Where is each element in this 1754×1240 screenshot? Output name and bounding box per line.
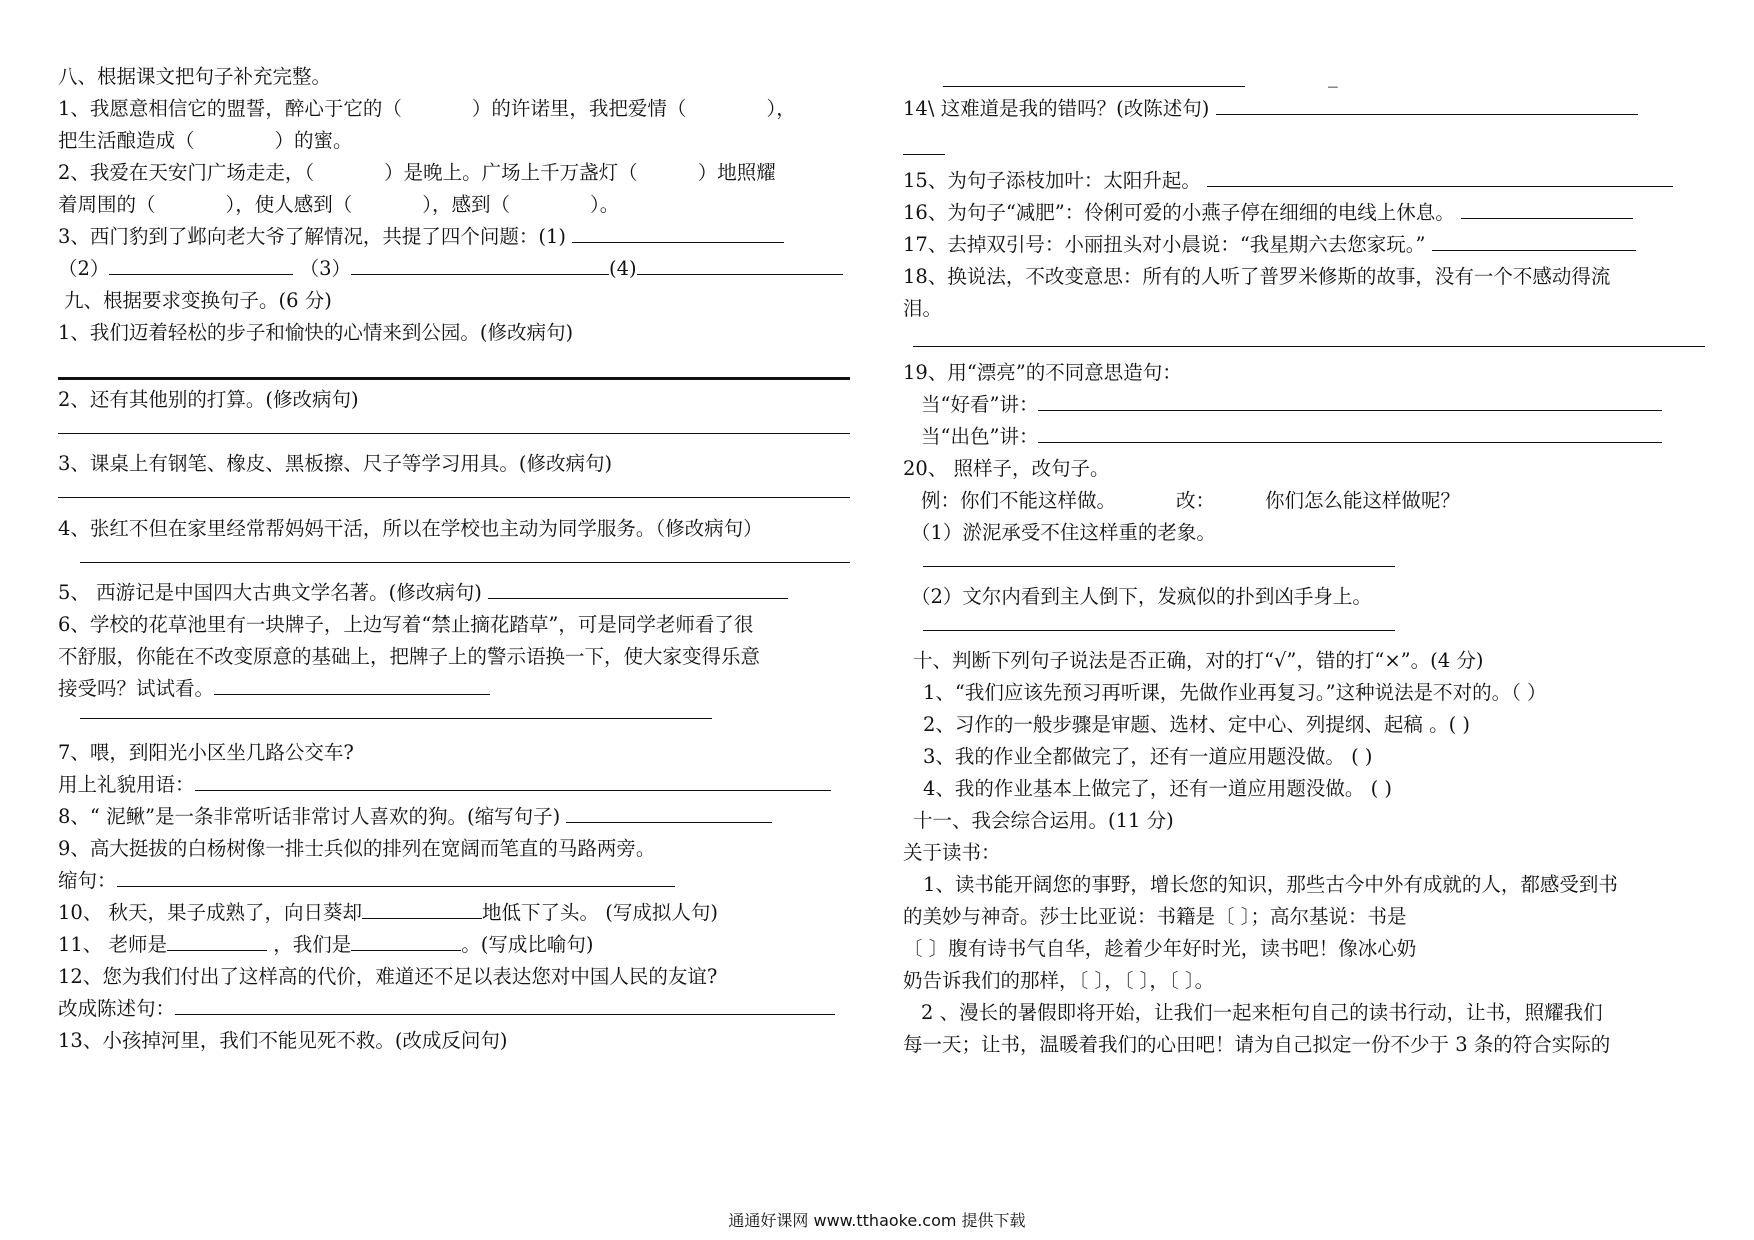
q8-1-line1: 1、我愿意相信它的盟誓，醉心于它的（ ）的许诺里，我把爱情（ ）， (58, 97, 796, 120)
q9-7-answer: 用上礼貌用语： (58, 772, 831, 798)
q8-2-line2: 着周围的（ ），使人感到（ ），感到（ ）。 (58, 193, 620, 216)
footer-credit: 通通好课网 www.tthaoke.com 提供下载 (728, 1211, 1026, 1230)
answer-line[interactable] (58, 433, 850, 434)
reading-2-line1: 2 、漫长的暑假即将开始，让我们一起来柜句自己的读书行动，让书，照耀我们 (921, 1001, 1603, 1024)
q9-11: 11、 老师是 ，我们是 。(写成比喻句) (58, 933, 594, 956)
q20-1: （1）淤泥承受不住这样重的老象。 (911, 521, 1216, 544)
answer-blank[interactable] (1207, 168, 1673, 187)
q20-example: 例：你们不能这样做。 改： 你们怎么能这样做呢？ (921, 489, 1461, 512)
answer-blank[interactable] (1038, 392, 1662, 411)
q9-5: 5、 西游记是中国四大古典文学名著。(修改病句) (58, 580, 788, 606)
q17: 17、去掉双引号：小丽扭头对小晨说：“我星期六去您家玩。” (903, 232, 1636, 258)
q14: 14\ 这难道是我的错吗？(改陈述句) (903, 96, 1638, 122)
q20: 20、 照样子，改句子。 (903, 457, 1110, 480)
q18-line1: 18、换说法，不改变意思：所有的人听了普罗米修斯的故事，没有一个不感动得流 (903, 265, 1611, 288)
q9-12-answer: 改成陈述句： (58, 996, 835, 1022)
answer-line[interactable] (913, 346, 1705, 347)
reading-2-line2: 每一天；让书，温暖着我们的心田吧！请为自己拟定一份不少于 3 条的符合实际的 (903, 1033, 1611, 1056)
answer-line[interactable] (58, 497, 850, 498)
answer-blank[interactable] (117, 868, 675, 887)
reading-1-line4: 奶告诉我们的那样，〔 〕，〔 〕，〔 〕。 (903, 969, 1215, 992)
section-9-title: 九、根据要求变换句子。(6 分) (64, 289, 332, 312)
q9-7: 7、喂，到阳光小区坐几路公交车? (58, 741, 354, 764)
answer-blank[interactable] (1038, 424, 1662, 443)
q15: 15、为句子添枝加叶：太阳升起。 (903, 168, 1673, 194)
answer-blank[interactable] (572, 224, 784, 243)
q20-2: （2）文尔内看到主人倒下，发疯似的扑到凶手身上。 (911, 585, 1372, 608)
q8-1-line2: 把生活酿造成（ ）的蜜。 (58, 129, 353, 152)
q8-2-line1: 2、我爱在天安门广场走走，（ ）是晚上。广场上千万盏灯（ ）地照耀 (58, 161, 776, 184)
q19-haokan: 当“好看”讲： (921, 392, 1662, 418)
answer-blank[interactable] (1432, 232, 1636, 251)
q9-10: 10、 秋天，果子成熟了，向日葵却 地低下了头。 (写成拟人句) (58, 901, 718, 924)
answer-blank[interactable] (195, 772, 831, 791)
section-10-title: 十、判断下列句子说法是否正确，对的打“√”，错的打“×”。(4 分) (913, 649, 1484, 672)
answer-line[interactable] (80, 562, 850, 563)
answer-line[interactable] (903, 154, 945, 155)
about-reading: 关于读书： (903, 841, 1001, 864)
q19: 19、用“漂亮”的不同意思造句： (903, 361, 1182, 384)
answer-line[interactable] (923, 630, 1395, 631)
q9-9: 9、高大挺拔的白杨树像一排士兵似的排列在宽阔而笔直的马路两旁。 (58, 837, 656, 860)
q8-3-line1: 3、西门豹到了邺向老大爷了解情况，共提了四个问题：(1) (58, 224, 784, 250)
q9-4: 4、张红不但在家里经常帮妈妈干活，所以在学校也主动为同学服务。（修改病句） (58, 517, 763, 540)
reading-1-line3: 〔 〕腹有诗书气自华，趁着少年好时光，读书吧！像冰心奶 (903, 937, 1417, 960)
q19-chuse: 当“出色”讲： (921, 424, 1662, 450)
answer-blank[interactable] (175, 996, 835, 1015)
judge-2: 2、习作的一般步骤是审题、选材、定中心、列提纲、起稿 。( ) (923, 713, 1471, 736)
answer-line[interactable] (923, 566, 1395, 567)
answer-blank[interactable] (1461, 200, 1633, 219)
q18-line2: 泪。 (903, 297, 943, 320)
answer-blank[interactable] (566, 804, 772, 823)
stray-dash: _ (1328, 65, 1338, 88)
answer-blank[interactable] (637, 256, 843, 275)
judge-1: 1、“我们应该先预习再听课，先做作业再复习。”这种说法是不对的。（ ） (923, 681, 1547, 704)
answer-blank[interactable] (214, 676, 490, 695)
q9-6-line2: 不舒服，你能在不改变原意的基础上，把牌子上的警示语换一下，使大家变得乐意 (58, 645, 761, 668)
q9-3: 3、课桌上有钢笔、橡皮、黑板擦、尺子等学习用具。(修改病句) (58, 452, 613, 475)
answer-blank[interactable] (351, 932, 461, 951)
answer-blank[interactable] (488, 580, 788, 599)
q9-9-answer: 缩句： (58, 868, 675, 894)
section-8-title: 八、根据课文把句子补充完整。 (58, 65, 332, 88)
judge-4: 4、我的作业基本上做完了，还有一道应用题没做。 ( ) (923, 777, 1393, 800)
section-11-title: 十一、我会综合运用。(11 分) (913, 809, 1174, 832)
judge-3: 3、我的作业全都做完了，还有一道应用题没做。 ( ) (923, 745, 1373, 768)
q16: 16、为句子“减肥”：伶俐可爱的小燕子停在细细的电线上休息。 (903, 200, 1633, 226)
reading-1-line1: 1、读书能开阔您的事野，增长您的知识，那些古今中外有成就的人，都感受到书 (923, 873, 1618, 896)
answer-blank[interactable] (167, 932, 267, 951)
q9-2: 2、还有其他别的打算。(修改病句) (58, 388, 359, 411)
q9-6-line1: 6、学校的花草池里有一块牌子，上边写着“禁止摘花踏草”，可是同学老师看了很 (58, 613, 754, 636)
q9-1: 1、我们迈着轻松的步子和愉快的心情来到公园。(修改病句) (58, 321, 574, 344)
reading-1-line2: 的美妙与神奇。莎士比亚说：书籍是〔 〕；高尔基说：书是 (903, 905, 1407, 928)
answer-blank[interactable] (109, 256, 293, 275)
answer-blank[interactable] (1216, 96, 1638, 115)
q9-8: 8、“ 泥鳅”是一条非常听话非常讨人喜欢的狗。(缩写句子) (58, 804, 772, 830)
q9-6-line3: 接受吗？试试看。 (58, 676, 490, 702)
q9-13: 13、小孩掉河里，我们不能见死不救。(改成反问句) (58, 1029, 508, 1052)
q8-3-line2: （2） （3） (4) (58, 256, 843, 282)
answer-blank[interactable] (351, 256, 609, 275)
answer-line[interactable] (58, 377, 850, 380)
q9-12: 12、您为我们付出了这样高的代价，难道还不足以表达您对中国人民的友谊? (58, 965, 718, 988)
answer-blank[interactable] (362, 900, 482, 919)
answer-line[interactable] (943, 86, 1245, 87)
answer-line[interactable] (80, 718, 712, 719)
